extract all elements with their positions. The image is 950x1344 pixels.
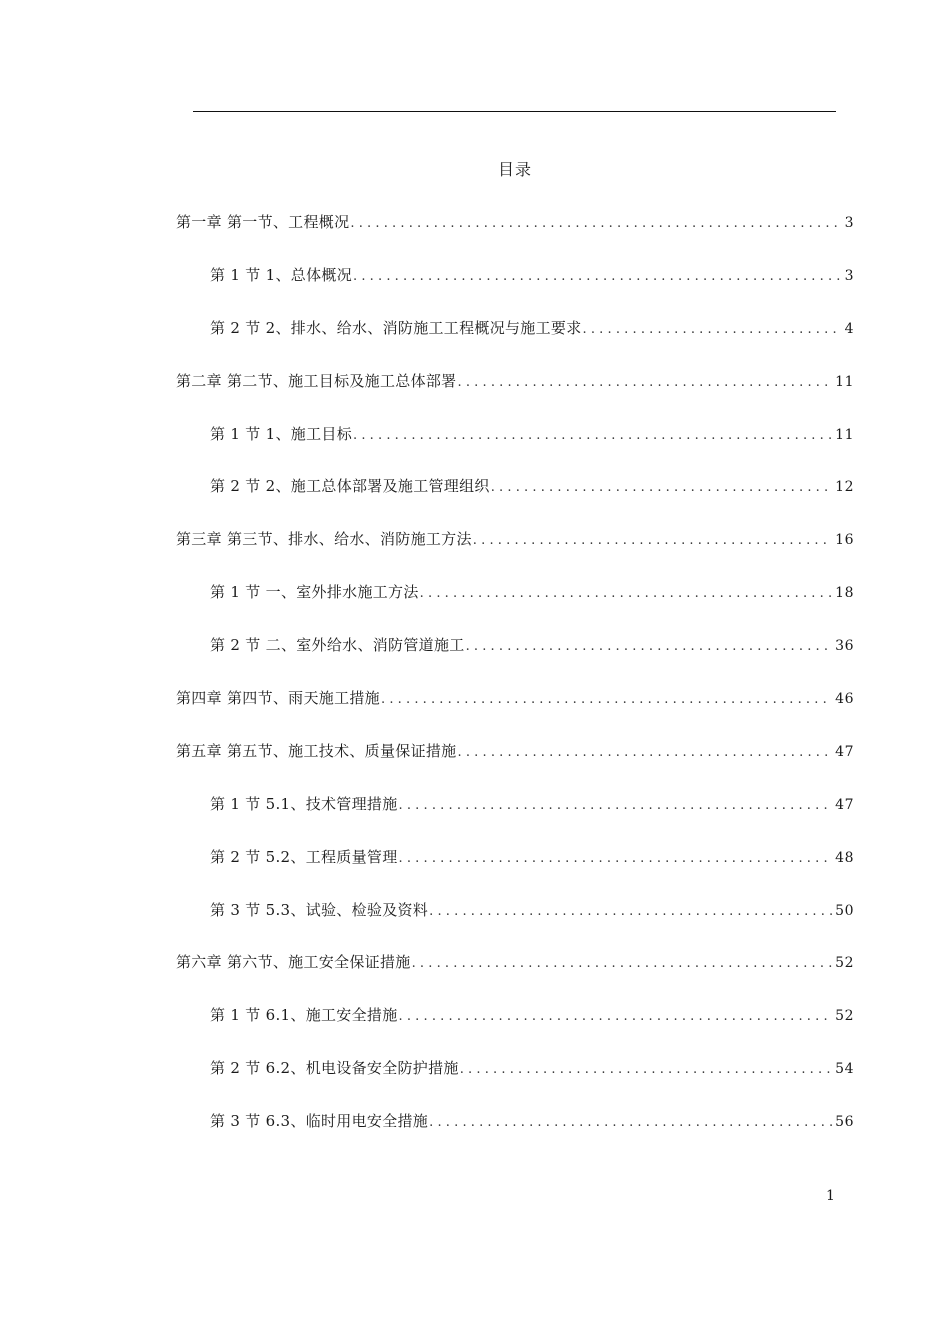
toc-section-entry[interactable] [176,314,854,367]
toc-dot-leader [460,1056,832,1084]
toc-dot-leader [399,845,833,873]
toc-dot-leader [399,1003,833,1031]
toc-dot-leader [381,686,832,714]
toc-entry-label: 第 3 节 5.3、试验、检验及资料 [210,900,429,919]
toc-entry-page: 46 [835,691,854,708]
toc-entry-label: 第六章 第六节、施工安全保证措施 [176,953,411,972]
toc-entry-label: 第 3 节 6.3、临时用电安全措施 [210,1112,429,1131]
toc-section-entry[interactable] [176,843,854,896]
toc-entry-page: 11 [835,373,854,390]
toc-dot-leader [429,1109,832,1137]
toc-dot-leader [457,739,832,767]
toc-entry-label: 第 1 节 5.1、技术管理措施 [210,794,398,813]
toc-dot-leader [399,792,833,820]
toc-section-entry[interactable] [176,1001,854,1054]
toc-section-entry[interactable] [176,578,854,631]
toc-list [176,208,854,1160]
toc-dot-leader [429,898,832,926]
toc-entry-page: 56 [835,1114,854,1131]
toc-entry-page: 36 [835,638,854,655]
toc-entry-label: 第四章 第四节、雨天施工措施 [176,689,380,708]
toc-section-entry[interactable] [176,1054,854,1107]
toc-entry-page: 16 [835,532,854,549]
toc-entry-page: 48 [835,849,854,866]
toc-entry-label: 第 2 节 5.2、工程质量管理 [210,847,398,866]
toc-dot-leader [473,527,832,555]
toc-entry-page: 18 [835,585,854,602]
toc-section-entry[interactable] [176,1107,854,1160]
toc-dot-leader [412,950,833,978]
toc-entry-label: 第三章 第三节、排水、给水、消防施工方法 [176,530,472,549]
toc-entry-page: 52 [835,1008,854,1025]
toc-title: 目录 [497,160,532,179]
toc-entry-page: 54 [835,1061,854,1078]
toc-entry-label: 第 1 节 6.1、施工安全措施 [210,1006,398,1025]
toc-section-entry[interactable] [176,790,854,843]
toc-section-entry[interactable] [176,420,854,473]
toc-chapter-entry[interactable] [176,684,854,737]
toc-entry-label: 第五章 第五节、施工技术、质量保证措施 [176,741,457,760]
toc-entry-page: 4 [844,320,854,337]
toc-chapter-entry[interactable] [176,525,854,578]
toc-section-entry[interactable] [176,631,854,684]
toc-dot-leader [353,263,841,291]
toc-entry-page: 47 [835,743,854,760]
toc-dot-leader [583,316,842,344]
toc-chapter-entry[interactable] [176,737,854,790]
toc-entry-page: 47 [835,796,854,813]
toc-section-entry[interactable] [176,261,854,314]
toc-entry-label: 第 1 节 1、总体概况 [210,265,352,284]
toc-chapter-entry[interactable] [176,948,854,1001]
toc-dot-leader [350,210,841,238]
toc-entry-label: 第一章 第一节、工程概况 [176,213,350,231]
toc-entry-page: 11 [835,426,854,443]
toc-dot-leader [491,474,832,502]
toc-entry-label: 第 2 节 二、室外给水、消防管道施工 [210,636,465,655]
toc-entry-label: 第 2 节 6.2、机电设备安全防护措施 [210,1059,459,1078]
toc-entry-page: 3 [844,215,854,231]
page-number: 1 [826,1188,835,1204]
toc-dot-leader [353,422,832,450]
toc-section-entry[interactable] [176,896,854,949]
toc-entry-label: 第 1 节 一、室外排水施工方法 [210,583,419,602]
toc-entry-label: 第二章 第二节、施工目标及施工总体部署 [176,371,457,390]
toc-entry-page: 52 [835,955,854,972]
toc-entry-label: 第 1 节 1、施工目标 [210,424,352,443]
toc-entry-page: 12 [835,479,854,496]
toc-dot-leader [457,369,832,397]
toc-entry-label: 第 2 节 2、施工总体部署及施工管理组织 [210,477,490,496]
toc-entry-label: 第 2 节 2、排水、给水、消防施工工程概况与施工要求 [210,318,582,337]
toc-dot-leader [420,580,833,608]
toc-chapter-entry[interactable] [176,208,854,261]
toc-chapter-entry[interactable] [176,367,854,420]
toc-dot-leader [466,633,833,661]
header-rule [193,111,836,112]
toc-entry-page: 50 [835,902,854,919]
toc-entry-page: 3 [844,267,854,284]
toc-section-entry[interactable] [176,472,854,525]
